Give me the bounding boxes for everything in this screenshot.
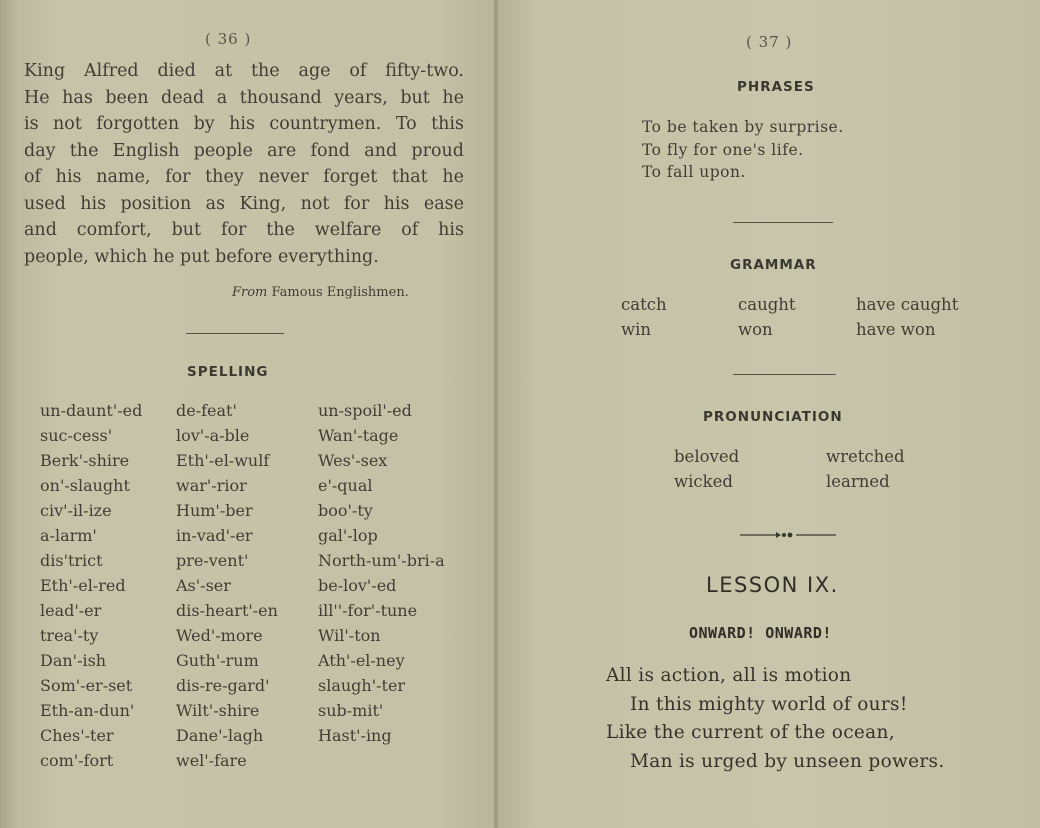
poem-line: Like the current of the ocean, xyxy=(606,722,895,743)
spelling-word: trea'-ty xyxy=(40,626,99,645)
poem-stanza xyxy=(606,662,945,776)
phrases-list xyxy=(642,116,844,184)
spelling-column-2 xyxy=(176,398,278,773)
paragraph-line: is not forgotten by his countrymen. To this xyxy=(24,114,464,134)
poem-line: All is action, all is motion xyxy=(606,665,852,686)
paragraph-line: used his position as King, not for his ease xyxy=(24,193,464,214)
source-attribution xyxy=(232,285,409,300)
pronunciation-word: wicked xyxy=(674,472,733,491)
spelling-word: lov'-a-ble xyxy=(176,426,250,445)
spelling-word: sub-mit' xyxy=(318,701,384,720)
spelling-word: Wilt'-shire xyxy=(176,701,260,720)
spelling-word: Wed'-more xyxy=(176,626,263,645)
lesson-title: LESSON IX. xyxy=(706,573,839,597)
spelling-word: Berk'-shire xyxy=(40,451,130,470)
spelling-word: North-um'-bri-a xyxy=(318,551,445,570)
spelling-word: dis-re-gard' xyxy=(176,676,270,695)
spelling-word: wel'-fare xyxy=(176,751,247,770)
pronunciation-col-1 xyxy=(674,444,739,494)
grammar-col-3 xyxy=(856,292,958,342)
spelling-word: Hast'-ing xyxy=(318,726,392,745)
spelling-word: civ'-il-ize xyxy=(40,501,112,520)
grammar-heading: GRAMMAR xyxy=(730,257,817,273)
section-divider xyxy=(733,374,836,375)
pronunciation-word: learned xyxy=(826,472,890,491)
page-number-left: ( 36 ) xyxy=(205,30,252,48)
grammar-col-2 xyxy=(738,292,796,342)
paragraph-line: and comfort, but for the welfare of his xyxy=(24,220,464,240)
spelling-word: be-lov'-ed xyxy=(318,576,397,595)
spelling-word: Dane'-lagh xyxy=(176,726,264,745)
spelling-column-3 xyxy=(318,398,445,748)
spelling-word: Ath'-el-ney xyxy=(318,651,405,670)
spelling-word: on'-slaught xyxy=(40,476,130,495)
poem-line: In this mighty world of ours! xyxy=(630,693,908,715)
spelling-word: gal'-lop xyxy=(318,526,378,545)
grammar-word: win xyxy=(621,320,652,339)
spelling-word: Eth'-el-wulf xyxy=(176,451,270,470)
grammar-word: won xyxy=(738,320,773,339)
spelling-word: Wan'-tage xyxy=(318,426,399,445)
spelling-word: com'-fort xyxy=(40,751,114,770)
grammar-word: caught xyxy=(738,295,796,314)
spelling-column-1 xyxy=(40,398,142,773)
spelling-word: Hum'-ber xyxy=(176,501,253,520)
pronunciation-word: beloved xyxy=(674,447,740,466)
spelling-word: Eth'-el-red xyxy=(40,576,126,595)
page-number-right: ( 37 ) xyxy=(746,33,793,51)
grammar-col-1 xyxy=(621,292,667,342)
alfred-paragraph xyxy=(24,58,464,270)
spelling-word: Wil'-ton xyxy=(318,626,381,645)
section-divider xyxy=(186,333,284,334)
pronunciation-word: wretched xyxy=(826,447,905,466)
phrases-heading: PHRASES xyxy=(737,79,815,95)
grammar-word: have caught xyxy=(856,295,959,314)
spelling-word: in-vad'-er xyxy=(176,526,253,545)
spelling-word: a-larm' xyxy=(40,526,97,545)
spelling-word: As'-ser xyxy=(176,576,231,595)
spelling-word: un-spoil'-ed xyxy=(318,401,412,420)
spelling-word: Guth'-rum xyxy=(176,651,259,670)
grammar-word: catch xyxy=(621,295,667,314)
spelling-word: e'-qual xyxy=(318,476,373,495)
spelling-heading: SPELLING xyxy=(187,364,269,380)
paragraph-line: King Alfred died at the age of fifty-two. xyxy=(24,61,464,81)
spelling-word: slaugh'-ter xyxy=(318,676,406,695)
section-divider xyxy=(733,222,833,223)
spelling-word: war'-rior xyxy=(176,476,247,495)
spelling-word: ill''-for'-tune xyxy=(318,601,418,620)
spelling-word: Som'-er-set xyxy=(40,676,133,695)
spelling-word: suc-cess' xyxy=(40,426,113,445)
phrase-item: To be taken by surprise. xyxy=(642,118,844,136)
pronunciation-heading: PRONUNCIATION xyxy=(703,409,843,425)
source-title: Famous Englishmen. xyxy=(271,285,409,300)
spelling-word: dis-heart'-en xyxy=(176,601,278,620)
paragraph-line: of his name, for they never forget that he xyxy=(24,167,464,187)
paragraph-line: day the English people are fond and proud xyxy=(24,140,464,161)
phrase-item: To fly for one's life. xyxy=(642,140,804,159)
ornament-divider xyxy=(740,529,836,541)
spelling-word: boo'-ty xyxy=(318,501,373,520)
spelling-word: de-feat' xyxy=(176,401,237,420)
spelling-word: dis'trict xyxy=(40,551,103,570)
paragraph-line: people, which he put before everything. xyxy=(24,246,379,267)
spelling-word: lead'-er xyxy=(40,601,102,620)
spelling-word: pre-vent' xyxy=(176,551,249,570)
spelling-word: Wes'-sex xyxy=(318,451,388,470)
spelling-word: Eth-an-dun' xyxy=(40,701,135,720)
pronunciation-col-2 xyxy=(826,444,905,494)
poem-line: Man is urged by unseen powers. xyxy=(630,750,945,772)
lesson-subtitle: ONWARD! ONWARD! xyxy=(689,624,832,642)
phrase-item: To fall upon. xyxy=(642,163,746,181)
spelling-word: un-daunt'-ed xyxy=(40,401,143,420)
spelling-word: Dan'-ish xyxy=(40,651,107,670)
grammar-word: have won xyxy=(856,320,936,339)
book-gutter xyxy=(494,0,498,828)
paragraph-line: He has been dead a thousand years, but he xyxy=(24,87,464,108)
spelling-word: Ches'-ter xyxy=(40,726,114,745)
source-prefix: From xyxy=(232,285,268,300)
